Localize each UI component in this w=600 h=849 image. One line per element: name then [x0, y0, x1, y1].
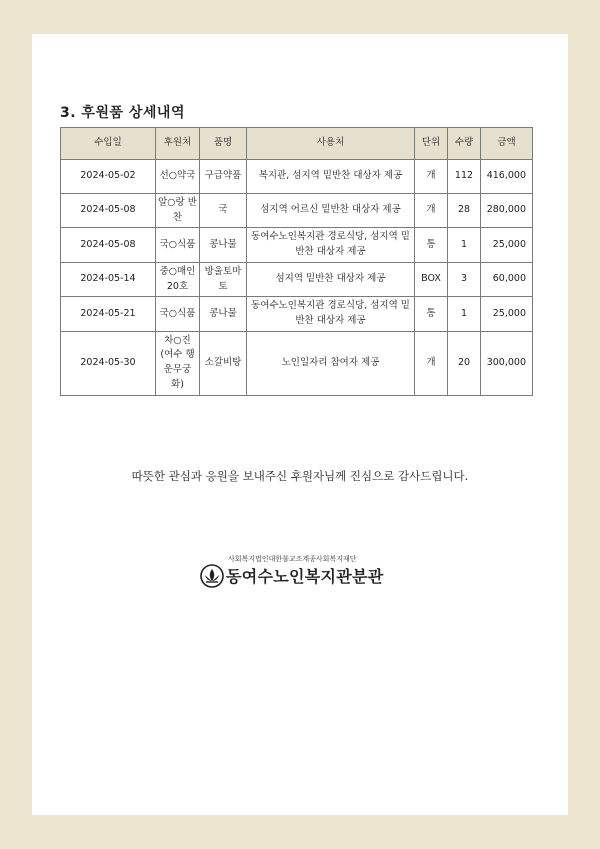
cell-item: 콩나물 [200, 228, 247, 262]
cell-unit: BOX [415, 262, 448, 296]
cell-date: 2024-05-08 [61, 228, 156, 262]
table-header-row [61, 128, 533, 160]
cell-usage: 섬지역 어르신 밑반찬 대상자 제공 [247, 194, 415, 228]
cell-amount: 280,000 [481, 194, 533, 228]
header-usage: 사용처 [247, 128, 415, 160]
cell-unit: 개 [415, 194, 448, 228]
lotus-emblem-icon [200, 564, 224, 588]
cell-amount: 416,000 [481, 160, 533, 194]
cell-donor: 차○진 (여수 행운무궁화) [156, 331, 200, 395]
cell-usage: 섬지역 밑반찬 대상자 제공 [247, 262, 415, 296]
donation-table [60, 127, 533, 396]
cell-date: 2024-05-14 [61, 262, 156, 296]
cell-date: 2024-05-21 [61, 297, 156, 331]
cell-usage: 노인일자리 참여자 제공 [247, 331, 415, 395]
cell-quantity: 1 [448, 228, 481, 262]
cell-unit: 개 [415, 160, 448, 194]
cell-usage: 복지관, 섬지역 밑반찬 대상자 제공 [247, 160, 415, 194]
cell-item: 국 [200, 194, 247, 228]
section-title: 3. 후원품 상세내역 [60, 105, 185, 121]
cell-date: 2024-05-02 [61, 160, 156, 194]
organization-footer [196, 552, 411, 592]
thank-you-message: 따뜻한 관심과 응원을 보내주신 후원자님께 진심으로 감사드립니다. [131, 469, 469, 483]
cell-donor: 국○식품 [156, 297, 200, 331]
header-quantity: 수량 [448, 128, 481, 160]
cell-date: 2024-05-30 [61, 331, 156, 395]
cell-item: 콩나물 [200, 297, 247, 331]
cell-amount: 60,000 [481, 262, 533, 296]
cell-quantity: 112 [448, 160, 481, 194]
cell-quantity: 1 [448, 297, 481, 331]
table-row [61, 228, 533, 262]
table-row [61, 194, 533, 228]
cell-unit: 통 [415, 228, 448, 262]
table-row [61, 262, 533, 296]
table-row [61, 331, 533, 395]
cell-donor: 국○식품 [156, 228, 200, 262]
header-donor: 후원처 [156, 128, 200, 160]
cell-item: 소갈비탕 [200, 331, 247, 395]
cell-item: 방울토마토 [200, 262, 247, 296]
cell-unit: 통 [415, 297, 448, 331]
organization-subtitle: 사회복지법인대한불교조계종사회복지재단 [228, 555, 357, 563]
organization-name: 동여수노인복지관분관 [226, 567, 384, 586]
cell-date: 2024-05-08 [61, 194, 156, 228]
header-amount: 금액 [481, 128, 533, 160]
cell-amount: 25,000 [481, 297, 533, 331]
cell-amount: 25,000 [481, 228, 533, 262]
cell-quantity: 3 [448, 262, 481, 296]
cell-amount: 300,000 [481, 331, 533, 395]
cell-donor: 알○랑 반찬 [156, 194, 200, 228]
document-page [32, 34, 568, 815]
header-date: 수입일 [61, 128, 156, 160]
cell-quantity: 20 [448, 331, 481, 395]
cell-unit: 개 [415, 331, 448, 395]
cell-quantity: 28 [448, 194, 481, 228]
cell-usage: 동여수노인복지관 경로식당, 섬지역 밑반찬 대상자 제공 [247, 297, 415, 331]
cell-donor: 중○매인20호 [156, 262, 200, 296]
cell-donor: 선○약국 [156, 160, 200, 194]
cell-usage: 동여수노인복지관 경로식당, 섬지역 밑반찬 대상자 제공 [247, 228, 415, 262]
header-unit: 단위 [415, 128, 448, 160]
cell-item: 구급약품 [200, 160, 247, 194]
table-row [61, 297, 533, 331]
table-row [61, 160, 533, 194]
header-item: 품명 [200, 128, 247, 160]
